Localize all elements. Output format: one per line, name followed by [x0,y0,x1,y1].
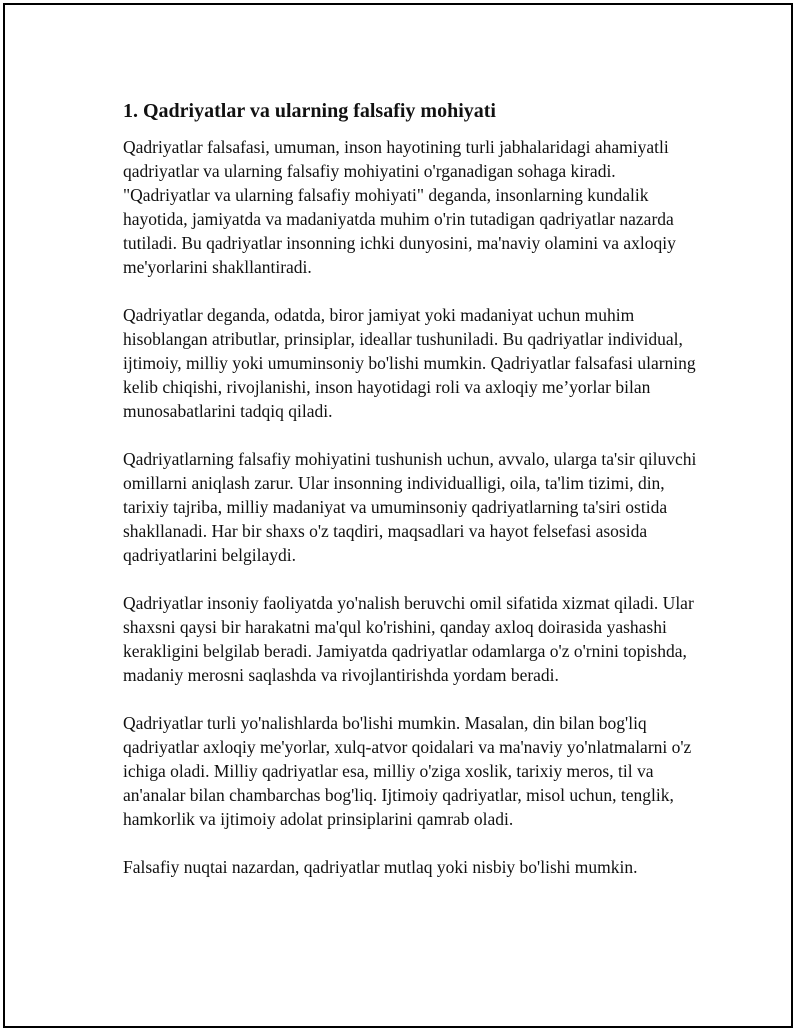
paragraph-5: Qadriyatlar turli yo'nalishlarda bo'lishi mumkin. Masalan, din bilan bog'liq qadriyatlar axloqiy me'yorlar, xulq-atvor qoidalari va ma'naviy yo'nlatmalarni o'z ichiga oladi. Milliy qadriyatlar esa, milliy o'ziga xoslik, tarixiy meros, til va an'analar bilan chambarchas bog'liq. Ijtimoiy qadriyatlar, misol uchun, tenglik, hamkorlik va ijtimoiy adolat prinsiplarini qamrab oladi. [123,713,692,829]
paragraph-1: Qadriyatlar falsafasi, umuman, inson hayotining turli jabhalaridagi ahamiyatli qadriyatlar va ularning falsafiy mohiyatini o'rganadigan sohaga kiradi. "Qadriyatlar va ularning falsafiy mohiyati" deganda, insonlarning kundalik hayotida, jamiyatda va madaniyatda muhim o'rin tutadigan qadriyatlar nazarda tutiladi. Bu qadriyatlar insonning ichki dunyosini, ma'naviy olamini va axloqiy me'yorlarini shakllantiradi. [123,137,676,277]
paragraph-4: Qadriyatlar insoniy faoliyatda yo'nalish beruvchi omil sifatida xizmat qiladi. Ular shaxsni qaysi bir harakatni ma'qul ko'rishini, qanday axloq doirasida yashashi kerakligini belgilab beradi. Jamiyatda qadriyatlar odamlarga o'z o'rnini topishda, madaniy merosni saqlashda va rivojlantirishda yordam beradi. [123,593,694,685]
paragraph-2: Qadriyatlar deganda, odatda, biror jamiyat yoki madaniyat uchun muhim hisoblangan atributlar, prinsiplar, ideallar tushuniladi. Bu qadriyatlar individual, ijtimoiy, milliy yoki umuminsoniy bo'lishi mumkin. Qadriyatlar falsafasi ularning kelib chiqishi, rivojlanishi, inson hayotidagi roli va axloqiy me’yorlar bilan munosabatlarini tadqiq qiladi. [123,305,696,421]
document-body [123,97,703,903]
document-title: 1. Qadriyatlar va ularning falsafiy mohiyati [123,100,496,122]
paragraph-3: Qadriyatlarning falsafiy mohiyatini tushunish uchun, avvalo, ularga ta'sir qiluvchi omillarni aniqlash zarur. Ular insonning individualligi, oila, ta'lim tizimi, din, tarixiy tajriba, milliy madaniyat va umuminsoniy qadriyatlarning ta'siri ostida shakllanadi. Har bir shaxs o'z taqdiri, maqsadlari va hayot felsefasi asosida qadriyatlarini belgilaydi. [123,449,697,565]
paragraph-6: Falsafiy nuqtai nazardan, qadriyatlar mutlaq yoki nisbiy bo'lishi mumkin. [123,857,638,877]
page-frame [3,3,793,1028]
